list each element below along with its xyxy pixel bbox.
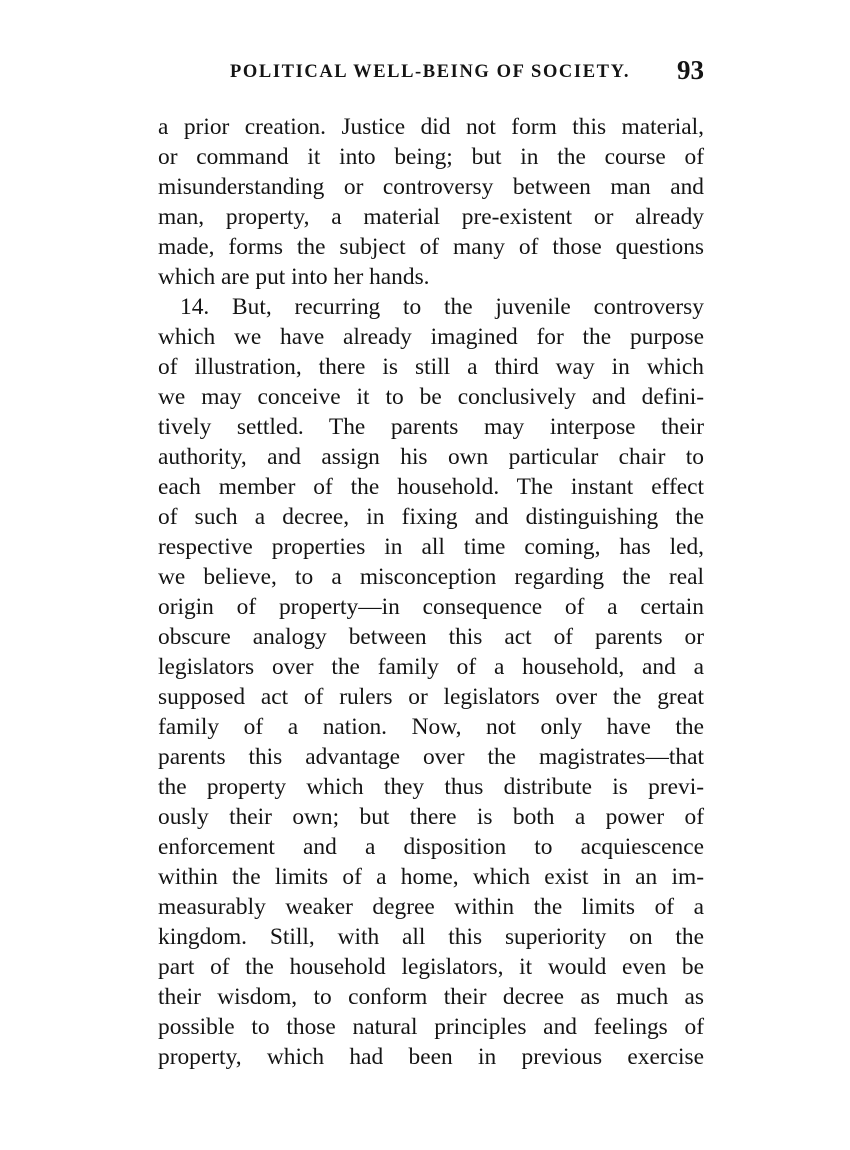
- text-line: parents this advantage over the magistrates—that: [158, 744, 704, 770]
- text-line: or command it into being; but in the course of: [158, 144, 704, 170]
- text-line: each member of the household. The instant effect: [158, 474, 704, 500]
- text-line: possible to those natural principles and feelings of: [158, 1014, 704, 1040]
- body-text: [158, 112, 704, 1072]
- text-line: authority, and assign his own particular chair to: [158, 444, 704, 470]
- text-line: enforcement and a disposition to acquiescence: [158, 834, 704, 860]
- page-number: 93: [677, 55, 704, 85]
- text-line: tively settled. The parents may interpose their: [158, 414, 704, 440]
- text-line: within the limits of a home, which exist in an im-: [158, 864, 704, 890]
- text-line: which we have already imagined for the purpose: [158, 324, 704, 350]
- text-line: ously their own; but there is both a power of: [158, 804, 704, 830]
- text-line: which are put into her hands.: [158, 264, 430, 290]
- text-line: man, property, a material pre-existent or already: [158, 204, 704, 230]
- text-line: of illustration, there is still a third way in which: [158, 354, 704, 380]
- paragraph-14: [158, 292, 704, 1072]
- text-line: supposed act of rulers or legislators over the great: [158, 684, 704, 710]
- text-line: 14. But, recurring to the juvenile controversy: [180, 294, 704, 320]
- text-line: family of a nation. Now, not only have the: [158, 714, 704, 740]
- text-line: we believe, to a misconception regarding the real: [158, 564, 704, 590]
- text-line: measurably weaker degree within the limits of a: [158, 894, 704, 920]
- text-line: property, which had been in previous exercise: [158, 1044, 704, 1070]
- text-line: obscure analogy between this act of parents or: [158, 624, 704, 650]
- text-line: part of the household legislators, it would even be: [158, 954, 704, 980]
- text-line: legislators over the family of a household, and a: [158, 654, 704, 680]
- text-line: misunderstanding or controversy between man and: [158, 174, 704, 200]
- running-title: POLITICAL WELL-BEING OF SOCIETY.: [230, 62, 631, 82]
- text-line: of such a decree, in fixing and distinguishing the: [158, 504, 704, 530]
- text-line: respective properties in all time coming, has led,: [158, 534, 704, 560]
- running-head: [158, 52, 704, 92]
- text-line: a prior creation. Justice did not form this material,: [158, 114, 704, 140]
- paragraph-continued: [158, 112, 704, 292]
- text-line: the property which they thus distribute is previ-: [158, 774, 704, 800]
- text-line: we may conceive it to be conclusively and defini-: [158, 384, 704, 410]
- text-line: their wisdom, to conform their decree as much as: [158, 984, 704, 1010]
- text-line: kingdom. Still, with all this superiority on the: [158, 924, 704, 950]
- text-line: origin of property—in consequence of a certain: [158, 594, 704, 620]
- text-line: made, forms the subject of many of those questions: [158, 234, 704, 260]
